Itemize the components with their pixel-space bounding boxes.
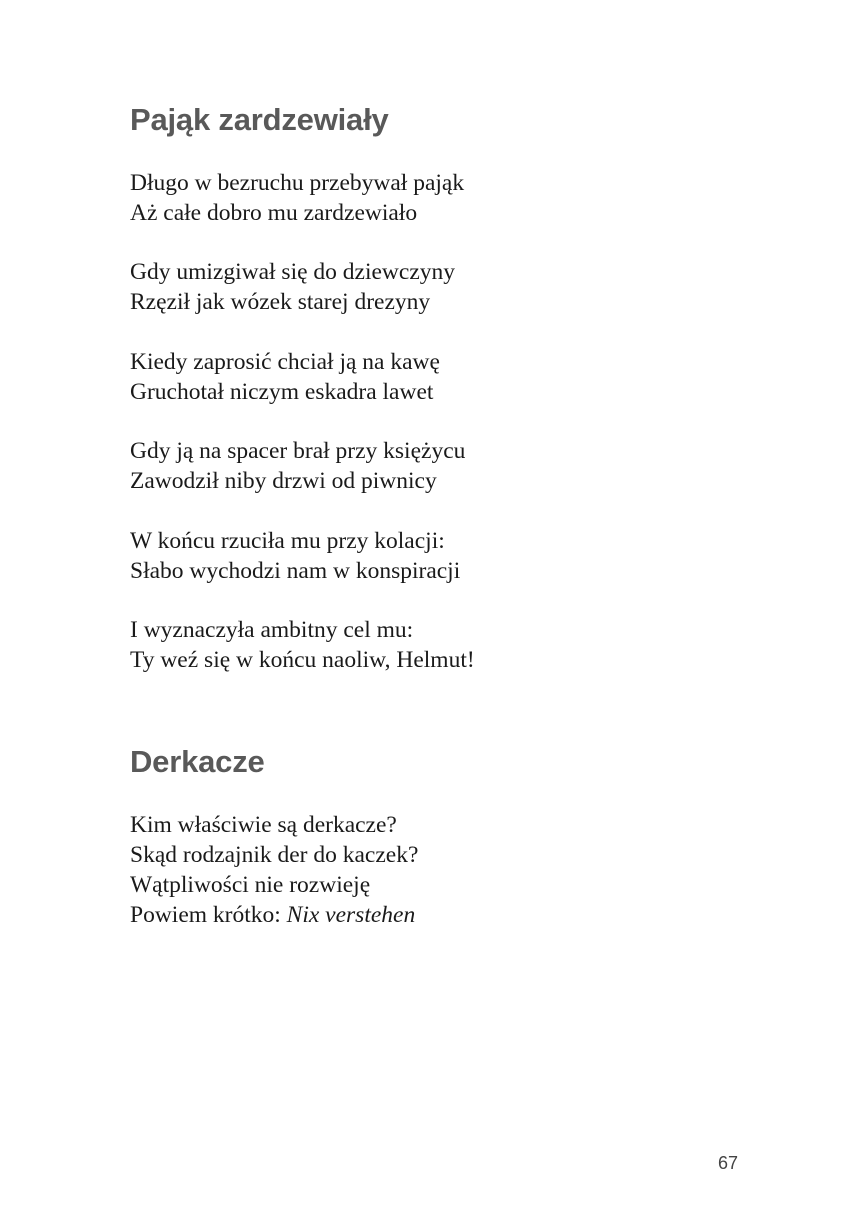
verse-line: Aż całe dobro mu zardzewiało <box>130 200 418 226</box>
page-number: 67 <box>717 1153 738 1173</box>
verse-line: Kim właściwie są derkacze? <box>130 812 397 838</box>
verse-line: I wyznaczyła ambitny cel mu: <box>130 617 414 643</box>
verse-line: Wątpliwości nie rozwieję <box>130 872 371 898</box>
verse-line: Skąd rodzajnik der do kaczek? <box>130 842 419 868</box>
poem-title-pajak: Pająk zardzewiały <box>130 102 389 137</box>
verse-line: Słabo wychodzi nam w konspiracji <box>130 558 461 584</box>
poem-title-derkacze: Derkacze <box>130 744 265 779</box>
verse-line: Ty weź się w końcu naoliw, Helmut! <box>130 647 475 673</box>
verse-line-last <box>130 900 415 930</box>
verse-line: Kiedy zaprosić chciał ją na kawę <box>130 349 440 375</box>
verse-line-prefix: Powiem krótko: <box>130 902 287 928</box>
verse-line: Długo w bezruchu przebywał pająk <box>130 170 465 196</box>
verse-line: Gdy ją na spacer brał przy księżycu <box>130 438 466 464</box>
verse-line: Gruchotał niczym eskadra lawet <box>130 379 434 405</box>
verse-line: Gdy umizgiwał się do dziewczyny <box>130 259 455 285</box>
verse-line: Zawodził niby drzwi od piwnicy <box>130 468 437 494</box>
verse-line: W końcu rzuciła mu przy kolacji: <box>130 528 445 554</box>
verse-line-italic: Nix verstehen <box>286 902 416 928</box>
verse-line: Rzęził jak wózek starej drezyny <box>130 289 431 315</box>
